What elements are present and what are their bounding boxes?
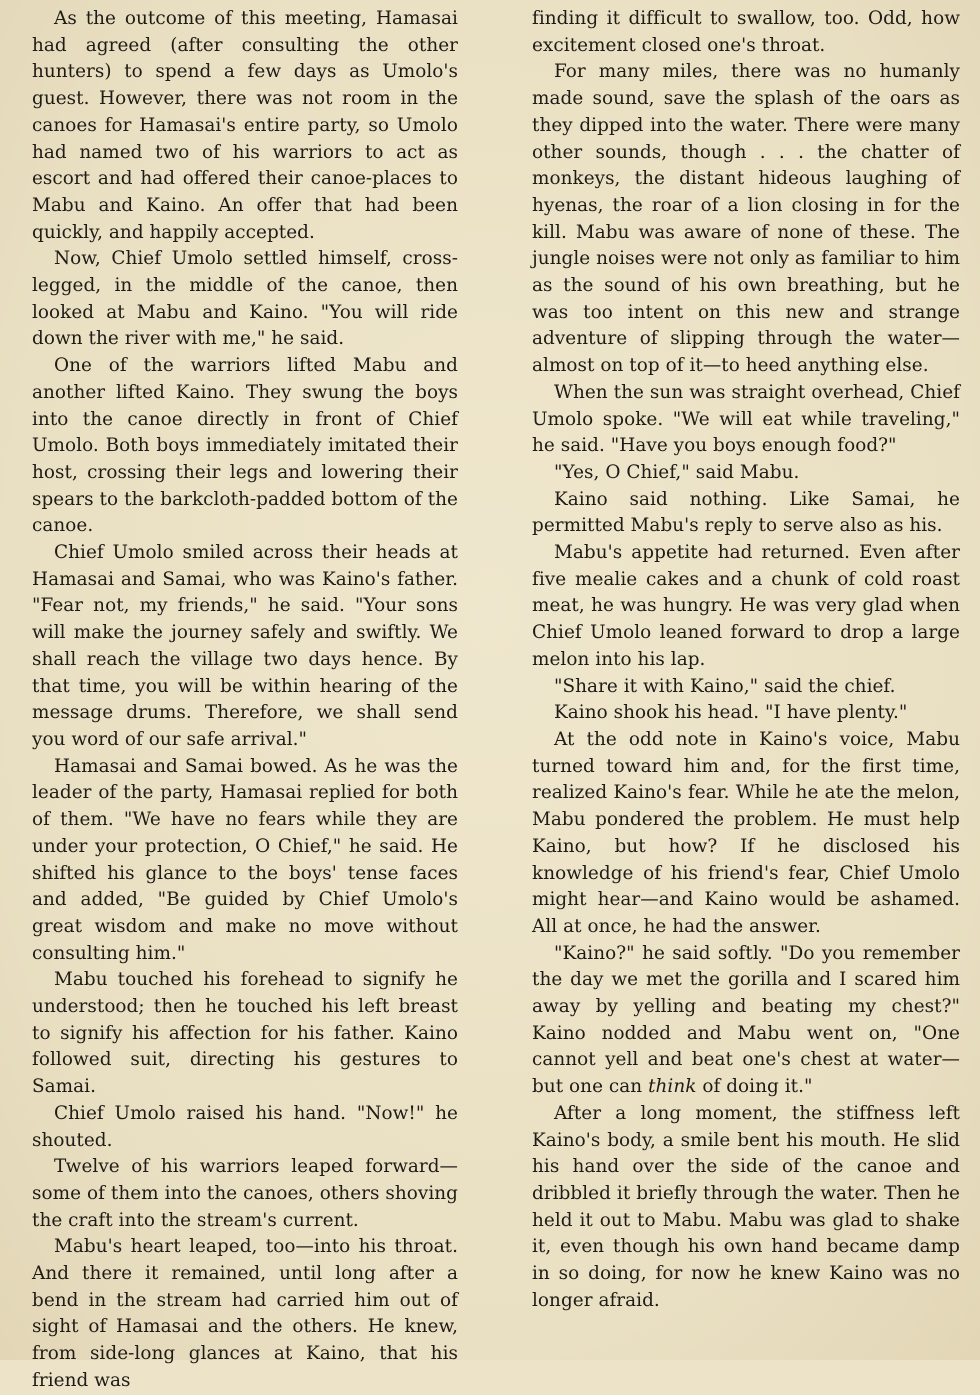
paragraph: Chief Umolo smiled across their heads at Hamasai and Samai, who was Kaino's father. "Fear not, my friends," he said. "Your sons will make the journey safely and swiftly. We shall reach the village two days hence. By that time, you will be within hearing of the message drums. Therefore, we shall send you word of our safe arrival." [32,542,458,750]
paragraph: For many miles, there was no humanly made sound, save the splash of the oars as they dipped into the water. There were many other sounds, though . . . the chatter of monkeys, the distant hideous laughing of hyenas, the roar of a lion closing in for the kill. Mabu was aware of none of these. The jungle noises were not only as familiar to him as the sound of his own breathing, but he was too intent on this new and strange adventure of slipping through the water—almost on top of it—to heed anything else. [532,61,960,377]
paragraph: "Yes, O Chief," said Mabu. [554,461,800,483]
italic-word: think [648,1076,697,1098]
paragraph: Now, Chief Umolo settled himself, cross-legged, in the middle of the canoe, then looked at Mabu and Kaino. "You will ride down the river with me," he said. [32,248,458,350]
right-column [532,6,960,1360]
paragraph: Mabu's appetite had returned. Even after five mealie cakes and a chunk of cold roast meat, he was hungry. He was very glad when Chief Umolo leaned forward to drop a large melon into his lap. [532,542,960,670]
paragraph: One of the warriors lifted Mabu and another lifted Kaino. They swung the boys into the canoe directly in front of Chief Umolo. Both boys immediately imitated their host, crossing their legs and lowering their spears to the barkcloth-padded bottom of the canoe. [32,355,458,537]
paragraph-text: "Kaino?" he said softly. "Do you remember the day we met the gorilla and I scared him away by yelling and beating my chest?" Kaino nodded and Mabu went on, "One cannot yell and beat one's chest at water—but one can [532,942,960,1098]
paragraph-with-italic [532,941,960,1101]
left-column [32,6,458,1391]
paragraph: Hamasai and Samai bowed. As he was the leader of the party, Hamasai replied for both of them. "We have no fears while they are under your protection, O Chief," he said. He shifted his glance to the boys' tense faces and added, "Be guided by Chief Umolo's great wisdom and make no move without consulting him." [32,755,458,964]
paragraph: After a long moment, the stiffness left Kaino's body, a smile bent his mouth. He slid his hand over the side of the canoe and dribbled it briefly through the water. Then he held it out to Mabu. Mabu was glad to shake it, even though his own hand became damp in so doing, for now he knew Kaino was no longer afraid. [532,1102,960,1311]
paragraph: Mabu's heart leaped, too—into his throat. And there it remained, until long after a bend in the stream had carried him out of sight of Hamasai and the others. He knew, from side-long glances at Kaino, that his friend was [32,1236,458,1391]
paragraph: Mabu touched his forehead to signify he understood; then he touched his left breast to signify his affection for his father. Kaino followed suit, directing his gestures to Samai. [32,969,458,1098]
paragraph: "Share it with Kaino," said the chief. [554,675,896,697]
paragraph: At the odd note in Kaino's voice, Mabu turned toward him and, for the first time, realized Kaino's fear. While he ate the melon, Mabu pondered the problem. He must help Kaino, but how? If he disclosed his knowledge of his friend's fear, Chief Umolo might hear—and Kaino would be ashamed. All at once, he had the answer. [532,728,960,937]
continued-paragraph: finding it difficult to swallow, too. Odd, how excitement closed one's throat. [532,8,960,56]
paragraph: Kaino shook his head. "I have plenty." [554,702,908,724]
paragraph: Kaino said nothing. Like Samai, he permitted Mabu's reply to serve also as his. [532,488,960,537]
paragraph: As the outcome of this meeting, Hamasai had agreed (after consulting the other hunters) to spend a few days as Umolo's guest. However, there was not room in the canoes for Hamasai's entire party, so Umolo had named two of his warriors to act as escort and had offered their canoe-places to Mabu and Kaino. An offer that had been quickly, and happily accepted. [32,8,458,243]
paragraph: When the sun was straight overhead, Chief Umolo spoke. "We will eat while traveling," he said. "Have you boys enough food?" [532,381,960,457]
paragraph: Chief Umolo raised his hand. "Now!" he shouted. [32,1102,458,1151]
paragraph: Twelve of his warriors leaped forward—some of them into the canoes, others shoving the craft into the stream's current. [32,1156,458,1231]
paragraph-text-tail: of doing it." [696,1076,813,1098]
